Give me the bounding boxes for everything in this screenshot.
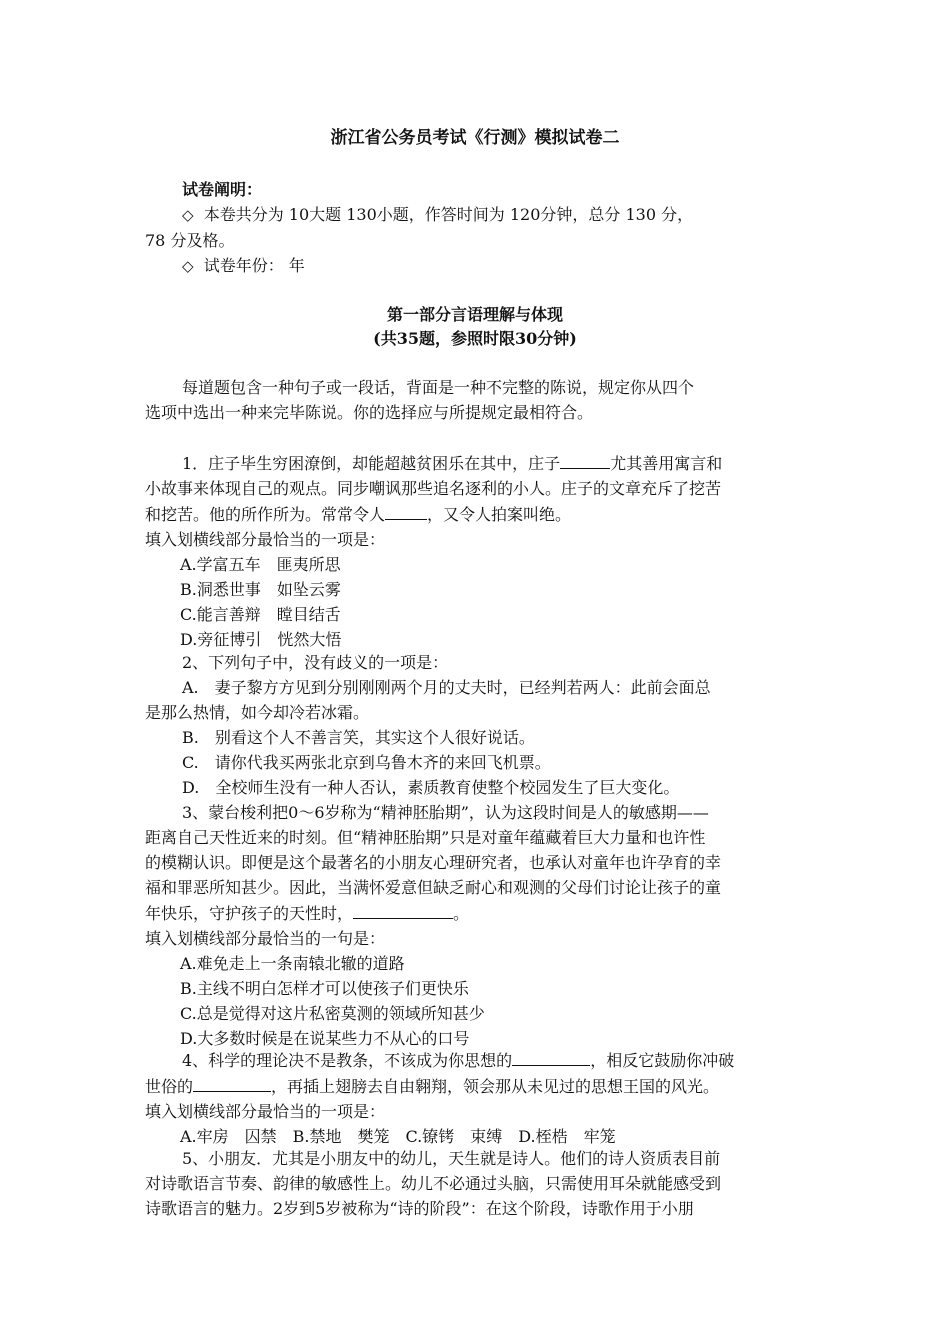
section-subtitle: (共35题，参照时限30分钟) — [373, 329, 577, 348]
diamond-bullet-icon: ◇ — [182, 257, 194, 275]
q1-text-d: ，又令人拍案叫绝。 — [427, 505, 572, 524]
answer-blank — [560, 450, 610, 469]
q5-line-3: 诗歌语言的魅力。2岁到5岁被称为“诗的阶段”：在这个阶段，诗歌作用于小朋 — [145, 1199, 694, 1218]
question-1 — [145, 450, 805, 652]
q1-option-c: C.能言善辩 瞠目结舌 — [180, 605, 341, 624]
q3-line-3: 的模糊认识。即便是这个最著名的小朋友心理研究者，也承认对童年也许孕育的幸 — [145, 853, 722, 872]
q1-text-c: 和挖苦。他的所作所为。常常令人 — [145, 505, 386, 524]
q1-text-b: 尤其善用寓言和 — [610, 454, 723, 473]
notice-text-2: 试卷年份： 年 — [203, 256, 305, 275]
q4-prompt: 填入划横线部分最恰当的一项是： — [145, 1102, 386, 1121]
q2-option-c: C. 请你代我买两张北京到乌鲁木齐的来回飞机票。 — [182, 753, 551, 772]
q4-line-2 — [145, 1073, 805, 1099]
q3-prompt: 填入划横线部分最恰当的一句是： — [145, 929, 386, 948]
answer-blank — [385, 501, 427, 520]
document-title: 浙江省公务员考试《行测》模拟试卷二 — [330, 128, 620, 148]
q2-stem: 2、下列句子中，没有歧义的一项是： — [182, 653, 449, 672]
q3-option-b: B.主线不明白怎样才可以使孩子们更快乐 — [180, 979, 469, 998]
intro-line-1: 每道题包含一种句子或一段话，背面是一种不完整的陈说，规定你从四个 — [182, 378, 695, 397]
q1-line-3 — [145, 501, 805, 527]
q4-line-1 — [145, 1047, 805, 1073]
notice-line-2 — [145, 253, 805, 279]
q2-option-a-cont: 是那么热情，如今却冷若冰霜。 — [145, 703, 370, 722]
q1-line-1 — [145, 450, 805, 476]
question-4 — [145, 1047, 805, 1149]
q1-option-b: B.洞悉世事 如坠云雾 — [180, 580, 341, 599]
notice-line-1 — [145, 202, 805, 228]
notice-text-1: 本卷共分为 10大题 130小题，作答时间为 120分钟，总分 130 分， — [203, 205, 694, 224]
q1-line-2: 小故事来体现自己的观点。同步嘲讽那些追名逐利的小人。庄子的文章充斥了挖苦 — [145, 479, 722, 498]
q1-prompt: 填入划横线部分最恰当的一项是： — [145, 530, 386, 549]
answer-blank — [512, 1047, 590, 1066]
notice-line-1-cont: 78 分及格。 — [145, 231, 235, 250]
section-title: 第一部分言语理解与体现 — [386, 305, 563, 324]
section-intro — [145, 375, 805, 425]
q2-option-a: A. 妻子黎方方见到分别刚刚两个月的丈夫时，已经判若两人：此前会面总 — [182, 678, 711, 697]
q3-line-1: 3、蒙台梭利把0～6岁称为“精神胚胎期”，认为这段时间是人的敏感期—— — [182, 803, 709, 822]
q5-line-2: 对诗歌语言节奏、韵律的敏感性上。幼儿不必通过头脑，只需使用耳朵就能感受到 — [145, 1174, 722, 1193]
q2-option-b: B. 别看这个人不善言笑，其实这个人很好说话。 — [182, 728, 535, 747]
q4-text-b: ，相反它鼓励你冲破 — [590, 1051, 735, 1070]
q3-text-b: 。 — [453, 904, 470, 923]
q3-text-a: 年快乐，守护孩子的天性时， — [145, 904, 354, 923]
q1-text-a: 1．庄子毕生穷困潦倒，却能超越贫困乐在其中，庄子 — [182, 454, 561, 473]
q4-text-d: ，再插上翅膀去自由翱翔，领会那从未见过的思想王国的风光。 — [271, 1077, 720, 1096]
notice-block — [145, 202, 805, 279]
q5-line-1: 5、小朋友．尤其是小朋友中的幼儿，天生就是诗人。他们的诗人资质表目前 — [182, 1149, 721, 1168]
q3-option-c: C.总是觉得对这片私密莫测的领域所知甚少 — [180, 1004, 485, 1023]
answer-blank — [353, 900, 453, 919]
q3-line-4: 福和罪恶所知甚少。因此，当满怀爱意但缺乏耐心和观测的父母们讨论让孩子的童 — [145, 878, 722, 897]
q3-option-d: D.大多数时候是在说某些力不从心的口号 — [180, 1029, 470, 1048]
q1-option-a: A.学富五车 匪夷所思 — [180, 555, 341, 574]
question-2 — [145, 650, 805, 800]
question-5 — [145, 1146, 805, 1221]
q4-text-a: 4、科学的理论决不是教条，不该成为你思想的 — [182, 1051, 513, 1070]
intro-line-2: 选项中选出一种来完毕陈说。你的选择应与所提规定最相符合。 — [145, 403, 594, 422]
q3-line-5 — [145, 900, 805, 926]
q2-option-d: D. 全校师生没有一种人否认，素质教育使整个校园发生了巨大变化。 — [182, 778, 680, 797]
answer-blank — [193, 1073, 271, 1092]
q4-options: A.牢房 囚禁 B.禁地 樊笼 C.镣铐 束缚 D.桎梏 牢笼 — [180, 1127, 616, 1146]
diamond-bullet-icon: ◇ — [182, 206, 194, 224]
q1-option-d: D.旁征博引 恍然大悟 — [180, 630, 342, 649]
question-3 — [145, 800, 805, 1051]
q4-text-c: 世俗的 — [145, 1077, 194, 1096]
q3-option-a: A.难免走上一条南辕北辙的道路 — [180, 954, 405, 973]
q3-line-2: 距离自己天性近来的时刻。但“精神胚胎期”只是对童年蕴藏着巨大力量和也许性 — [145, 828, 706, 847]
notice-heading: 试卷阐明： — [182, 180, 263, 199]
